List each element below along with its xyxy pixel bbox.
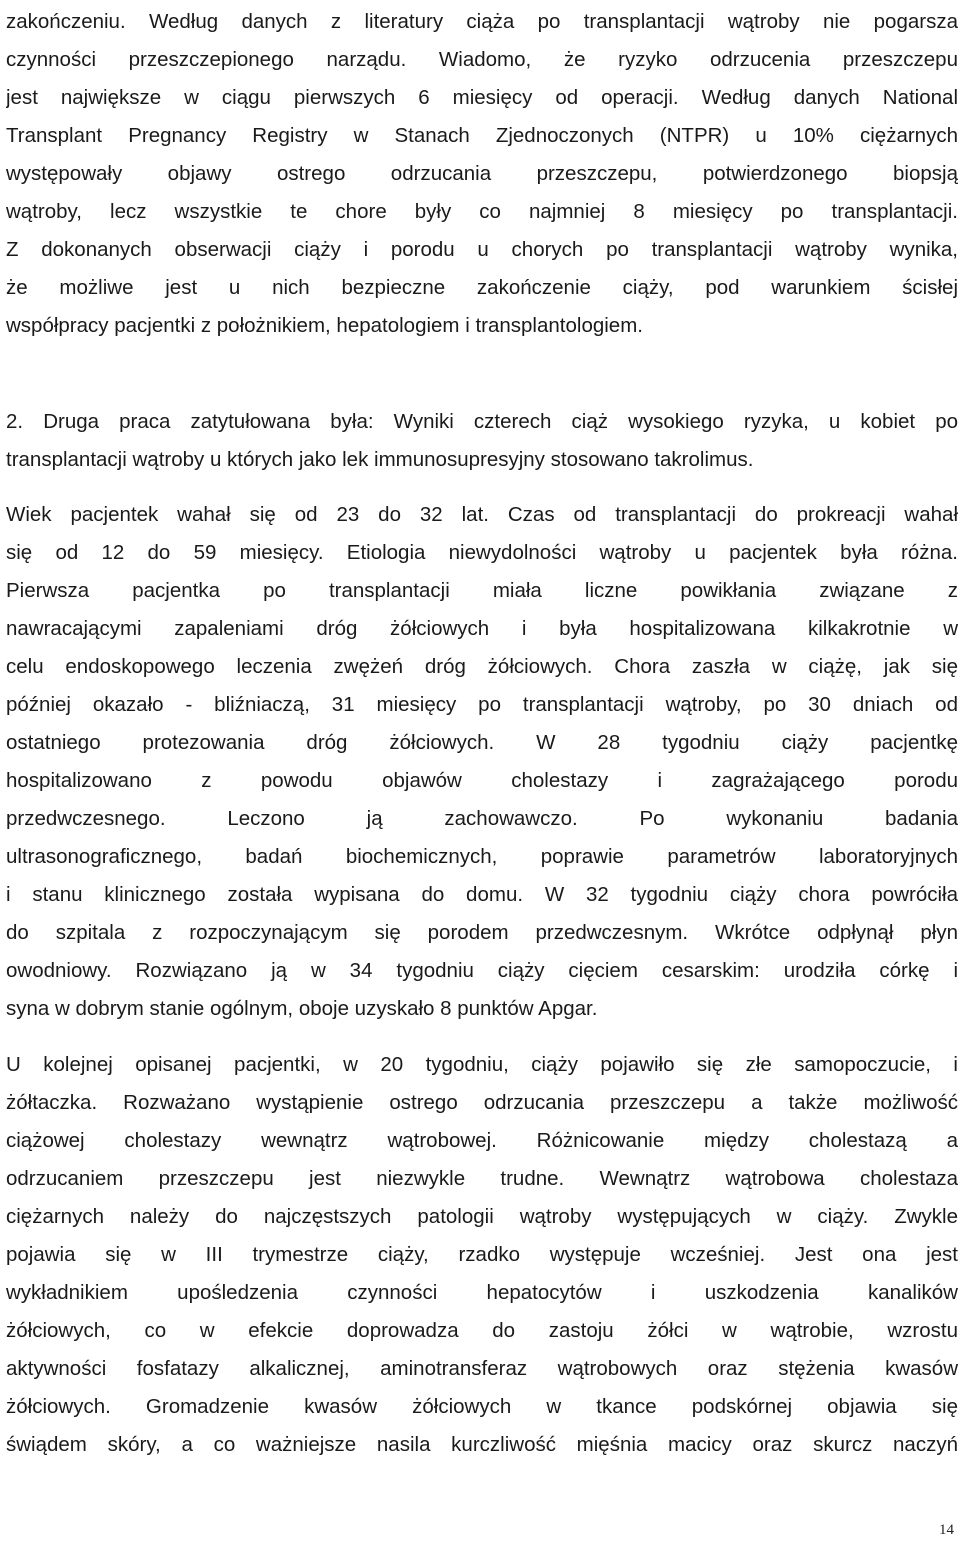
text-line: wykładnikiem upośledzenia czynności hepatocytów i uszkodzenia kanalików	[6, 1281, 958, 1304]
text-line: ciążowej cholestazy wewnątrz wątrobowej. Różnicowanie między cholestazą a	[6, 1129, 958, 1152]
text-line: później okazało - bliźniaczą, 31 miesięcy po transplantacji wątroby, po 30 dniach od	[6, 693, 958, 716]
text-line: żółciowych, co w efekcie doprowadza do zastoju żółci w wątrobie, wzrostu	[6, 1319, 958, 1342]
text-line: że możliwe jest u nich bezpieczne zakończenie ciąży, pod warunkiem ścisłej	[6, 276, 958, 299]
text-line: celu endoskopowego leczenia zwężeń dróg żółciowych. Chora zaszła w ciążę, jak się	[6, 655, 958, 678]
text-line: wątroby, lecz wszystkie te chore były co najmniej 8 miesięcy po transplantacji.	[6, 200, 958, 223]
text-line: transplantacji wątroby u których jako lek immunosupresyjny stosowano takrolimus.	[6, 448, 754, 471]
text-line: żółciowych. Gromadzenie kwasów żółciowych w tkance podskórnej objawia się	[6, 1395, 958, 1418]
text-line: czynności przeszczepionego narządu. Wiadomo, że ryzyko odrzucenia przeszczepu	[6, 48, 958, 71]
text-line: występowały objawy ostrego odrzucania przeszczepu, potwierdzonego biopsją	[6, 162, 958, 185]
text-line: żółtaczka. Rozważano wystąpienie ostrego odrzucania przeszczepu a także możliwość	[6, 1091, 958, 1114]
text-line: zakończeniu. Według danych z literatury ciąża po transplantacji wątroby nie pogarsza	[6, 10, 958, 33]
text-line: aktywności fosfatazy alkalicznej, aminotransferaz wątrobowych oraz stężenia kwasów	[6, 1357, 958, 1380]
page-number: 14	[939, 1522, 954, 1538]
text-line: hospitalizowano z powodu objawów cholestazy i zagrażającego porodu	[6, 769, 958, 792]
text-line: Z dokonanych obserwacji ciąży i porodu u chorych po transplantacji wątroby wynika,	[6, 238, 958, 261]
text-line: przedwczesnego. Leczono ją zachowawczo. Po wykonaniu badania	[6, 807, 958, 830]
text-line: pojawia się w III trymestrze ciąży, rzadko występuje wcześniej. Jest ona jest	[6, 1243, 958, 1266]
text-line: się od 12 do 59 miesięcy. Etiologia niewydolności wątroby u pacjentek była różna.	[6, 541, 958, 564]
text-line: ciężarnych należy do najczęstszych patologii wątroby występujących w ciąży. Zwykle	[6, 1205, 958, 1228]
text-line: Wiek pacjentek wahał się od 23 do 32 lat. Czas od transplantacji do prokreacji wahał	[6, 503, 958, 526]
text-line: Pierwsza pacjentka po transplantacji miała liczne powikłania związane z	[6, 579, 958, 602]
text-line: U kolejnej opisanej pacjentki, w 20 tygodniu, ciąży pojawiło się złe samopoczucie, i	[6, 1053, 958, 1076]
text-line: nawracającymi zapaleniami dróg żółciowych i była hospitalizowana kilkakrotnie w	[6, 617, 958, 640]
text-line: ostatniego protezowania dróg żółciowych. W 28 tygodniu ciąży pacjentkę	[6, 731, 958, 754]
text-line: świądem skóry, a co ważniejsze nasila kurczliwość mięśnia macicy oraz skurcz naczyń	[6, 1433, 958, 1456]
text-line: 2. Druga praca zatytułowana była: Wyniki czterech ciąż wysokiego ryzyka, u kobiet po	[6, 410, 958, 433]
text-line: współpracy pacjentki z położnikiem, hepatologiem i transplantologiem.	[6, 314, 643, 337]
text-line: ultrasonograficznego, badań biochemicznych, poprawie parametrów laboratoryjnych	[6, 845, 958, 868]
text-line: i stanu klinicznego została wypisana do domu. W 32 tygodniu ciąży chora powróciła	[6, 883, 958, 906]
text-line: odrzucaniem przeszczepu jest niezwykle trudne. Wewnątrz wątrobowa cholestaza	[6, 1167, 958, 1190]
text-line: Transplant Pregnancy Registry w Stanach Zjednoczonych (NTPR) u 10% ciężarnych	[6, 124, 958, 147]
text-line: syna w dobrym stanie ogólnym, oboje uzyskało 8 punktów Apgar.	[6, 997, 598, 1020]
text-line: owodniowy. Rozwiązano ją w 34 tygodniu ciąży cięciem cesarskim: urodziła córkę i	[6, 959, 958, 982]
text-line: do szpitala z rozpoczynającym się porodem przedwczesnym. Wkrótce odpłynął płyn	[6, 921, 958, 944]
text-line: jest największe w ciągu pierwszych 6 miesięcy od operacji. Według danych National	[6, 86, 958, 109]
